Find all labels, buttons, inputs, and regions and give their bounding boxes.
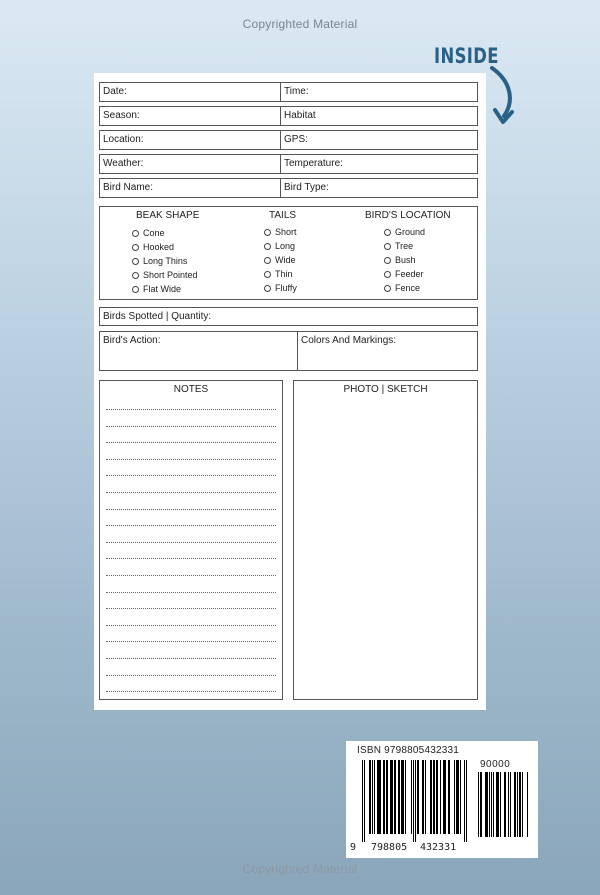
- note-line: [106, 691, 276, 692]
- barcode-bar: [374, 760, 375, 834]
- option-label: Long Thins: [143, 256, 188, 266]
- option-label: Bush: [395, 255, 416, 265]
- note-line: [106, 641, 276, 642]
- radio-circle-icon: [132, 286, 139, 293]
- option-label: Feeder: [395, 269, 424, 279]
- season-field[interactable]: Season:: [103, 110, 140, 121]
- option-label: Tree: [395, 241, 414, 251]
- location-option-fence[interactable]: [384, 283, 420, 294]
- radio-circle-icon: [264, 285, 271, 292]
- beak-option-hooked[interactable]: [132, 242, 174, 253]
- barcode-bar: [519, 772, 520, 837]
- field-row-season-habitat: [99, 106, 478, 126]
- field-row-location-gps: [99, 130, 478, 150]
- barcode-bar: [480, 772, 482, 837]
- barcode-bar: [504, 772, 506, 837]
- colors-markings-field[interactable]: Colors And Markings:: [301, 335, 397, 346]
- photo-sketch-panel[interactable]: [293, 380, 478, 700]
- notes-title: NOTES: [173, 384, 209, 395]
- location-field[interactable]: Location:: [103, 134, 144, 145]
- barcode-bar: [401, 760, 404, 834]
- barcode-bar: [422, 760, 424, 834]
- field-row-date-time: [99, 82, 478, 102]
- radio-circle-icon: [384, 229, 391, 236]
- note-line: [106, 525, 276, 526]
- option-label: Fence: [395, 283, 421, 293]
- temperature-field[interactable]: Temperature:: [284, 158, 343, 169]
- beak-option-cone[interactable]: [132, 228, 165, 239]
- option-label: Short Pointed: [143, 270, 198, 280]
- option-label: Short: [275, 227, 297, 237]
- barcode-bar: [383, 760, 385, 834]
- barcode-bar: [510, 772, 511, 837]
- inside-label: INSIDE: [434, 44, 499, 68]
- barcode-bar: [448, 760, 450, 834]
- note-line: [106, 575, 276, 576]
- radio-circle-icon: [264, 257, 271, 264]
- barcode-bar: [433, 760, 435, 834]
- option-label: Flat Wide: [143, 284, 182, 294]
- note-line: [106, 492, 276, 493]
- barcode-bar: [454, 760, 455, 834]
- bird-name-field[interactable]: Bird Name:: [103, 182, 154, 193]
- option-label: Long: [275, 241, 296, 251]
- barcode-bar: [372, 760, 373, 834]
- barcode-bar: [496, 772, 499, 837]
- birds-action-field[interactable]: Bird's Action:: [103, 335, 161, 346]
- barcode-bar: [517, 772, 518, 837]
- note-line: [106, 409, 276, 410]
- barcode-bar: [466, 760, 467, 842]
- barcode-bar: [478, 772, 479, 837]
- tails-heading: TAILS: [269, 210, 297, 221]
- barcode-bar: [417, 760, 419, 834]
- ean-first-digit: 9: [350, 842, 357, 853]
- barcode-bar: [413, 760, 414, 842]
- location-option-bush[interactable]: [384, 255, 416, 266]
- note-line: [106, 675, 276, 676]
- weather-field[interactable]: Weather:: [103, 158, 144, 169]
- notes-panel[interactable]: [99, 380, 283, 700]
- barcode-bar: [415, 760, 416, 842]
- barcode-bar: [440, 760, 441, 834]
- note-line: [106, 475, 276, 476]
- barcode-bar: [369, 760, 371, 834]
- tail-option-wide[interactable]: [264, 255, 296, 266]
- copyright-watermark-bottom: Copyrighted Material: [242, 862, 358, 876]
- location-option-ground[interactable]: [384, 227, 425, 238]
- date-field[interactable]: Date:: [103, 86, 127, 97]
- tail-option-long[interactable]: [264, 241, 295, 252]
- radio-circle-icon: [264, 229, 271, 236]
- barcode-bar: [491, 772, 492, 837]
- note-line: [106, 608, 276, 609]
- checklist-box: [99, 206, 478, 300]
- note-line: [106, 442, 276, 443]
- beak-option-flat-wide[interactable]: [132, 284, 181, 295]
- note-line: [106, 426, 276, 427]
- isbn-number: ISBN 9798805432331: [357, 745, 460, 756]
- barcode-bar: [394, 760, 396, 834]
- gps-field[interactable]: GPS:: [284, 134, 308, 145]
- barcode-bar: [430, 760, 431, 834]
- barcode-bar: [386, 760, 388, 834]
- note-line: [106, 592, 276, 593]
- barcode-bar: [362, 760, 363, 842]
- location-option-tree[interactable]: [384, 241, 413, 252]
- barcode-bar: [411, 760, 412, 834]
- option-label: Ground: [395, 227, 426, 237]
- barcode-bar: [425, 760, 426, 834]
- photo-sketch-title: PHOTO | SKETCH: [343, 384, 428, 395]
- location-option-feeder[interactable]: [384, 269, 424, 280]
- beak-option-short-pointed[interactable]: [132, 270, 198, 281]
- barcode-bar: [364, 760, 365, 842]
- barcode-bar: [527, 772, 528, 837]
- radio-circle-icon: [384, 271, 391, 278]
- field-row-bird-name-type: [99, 178, 478, 198]
- option-label: Hooked: [143, 242, 175, 252]
- tail-option-short[interactable]: [264, 227, 297, 238]
- barcode-bar: [485, 772, 487, 837]
- barcode-bar: [436, 760, 438, 834]
- addon-barcode-bars: [478, 772, 528, 844]
- barcode-bar: [405, 760, 406, 834]
- action-colors-row: [99, 331, 478, 371]
- barcode-bar: [493, 772, 494, 837]
- note-line: [106, 658, 276, 659]
- barcode-bar: [398, 760, 399, 834]
- field-row-weather-temperature: [99, 154, 478, 174]
- ean-left-group: 798805: [371, 842, 408, 853]
- barcode-bar: [460, 760, 461, 834]
- tail-option-thin[interactable]: [264, 269, 293, 280]
- habitat-field[interactable]: Habitat: [284, 110, 316, 121]
- option-label: Fluffy: [275, 283, 297, 293]
- barcode-bar: [514, 772, 516, 837]
- barcode-bar: [522, 772, 523, 837]
- ean-right-group: 432331: [420, 842, 457, 853]
- log-sheet-page: [94, 73, 486, 710]
- radio-circle-icon: [384, 285, 391, 292]
- tail-option-fluffy[interactable]: [264, 283, 297, 294]
- note-line: [106, 625, 276, 626]
- birds-spotted-field[interactable]: Birds Spotted | Quantity:: [103, 311, 212, 322]
- beak-shape-heading: BEAK SHAPE: [136, 210, 200, 221]
- note-line: [106, 509, 276, 510]
- radio-circle-icon: [132, 258, 139, 265]
- copyright-watermark-top: Copyrighted Material: [242, 17, 358, 31]
- radio-circle-icon: [384, 257, 391, 264]
- barcode-bar: [377, 760, 380, 834]
- radio-circle-icon: [132, 244, 139, 251]
- isbn-barcode-block: [346, 741, 538, 858]
- radio-circle-icon: [264, 271, 271, 278]
- bird-type-field[interactable]: Bird Type:: [284, 182, 329, 193]
- ean-barcode-bars: [362, 760, 468, 842]
- beak-option-long-thins[interactable]: [132, 256, 187, 267]
- price-code: 90000: [480, 759, 511, 770]
- option-label: Cone: [143, 228, 165, 238]
- note-line: [106, 558, 276, 559]
- barcode-bar: [508, 772, 509, 837]
- barcode-bar: [390, 760, 393, 834]
- barcode-bar: [500, 772, 501, 837]
- option-label: Thin: [275, 269, 293, 279]
- radio-circle-icon: [264, 243, 271, 250]
- birds-spotted-row: [99, 307, 478, 326]
- barcode-bar: [464, 760, 465, 842]
- barcode-bar: [456, 760, 459, 834]
- barcode-bar: [443, 760, 446, 834]
- option-label: Wide: [275, 255, 296, 265]
- radio-circle-icon: [132, 230, 139, 237]
- barcode-bar: [489, 772, 490, 837]
- time-field[interactable]: Time:: [284, 86, 309, 97]
- radio-circle-icon: [384, 243, 391, 250]
- birds-location-heading: BIRD'S LOCATION: [365, 210, 451, 221]
- radio-circle-icon: [132, 272, 139, 279]
- note-line: [106, 459, 276, 460]
- note-line: [106, 542, 276, 543]
